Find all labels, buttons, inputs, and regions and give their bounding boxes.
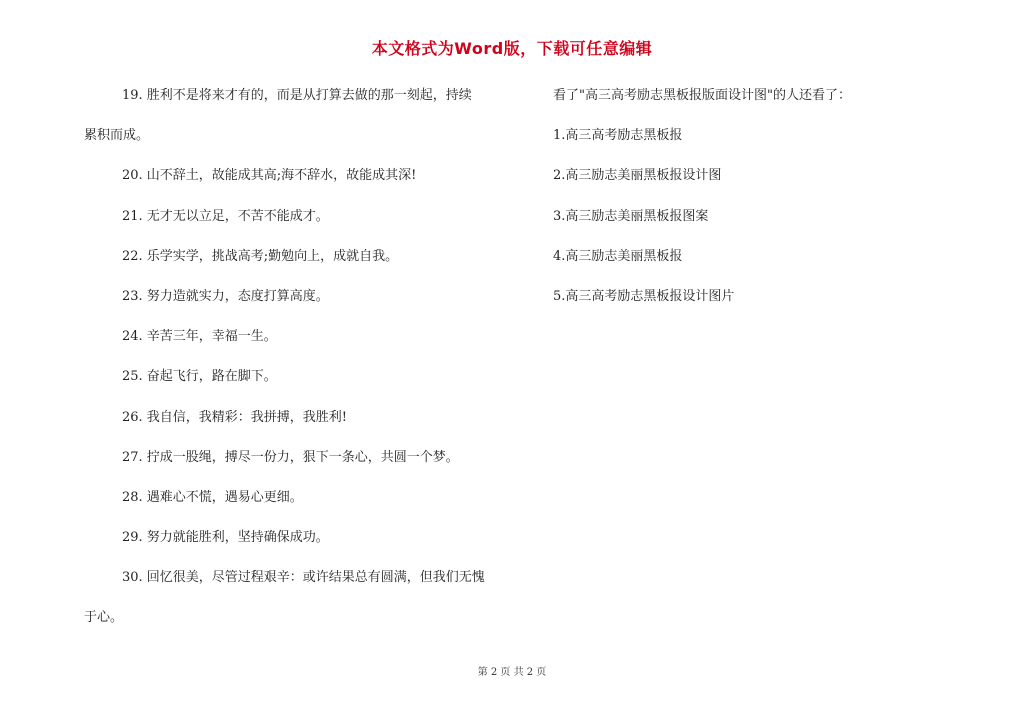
paragraph-line: 于心。: [84, 610, 124, 626]
paragraph-line: 累积而成。: [84, 128, 150, 144]
paragraph-line: 24. 辛苦三年，幸福一生。: [122, 329, 277, 345]
paragraph-line: 20. 山不辞土，故能成其高;海不辞水，故能成其深!: [122, 168, 417, 184]
related-link[interactable]: 1.高三高考励志黑板报: [553, 128, 683, 144]
paragraph-line: 23. 努力造就实力，态度打算高度。: [122, 288, 329, 304]
left-column: [84, 86, 524, 649]
right-column: [553, 86, 973, 327]
page-number-footer: 第 2 页 共 2 页: [477, 667, 547, 678]
paragraph-line: 28. 遇难心不慌，遇易心更细。: [122, 489, 303, 505]
paragraph-line: 19. 胜利不是将来才有的，而是从打算去做的那一刻起，持续: [122, 88, 472, 103]
paragraph-line: 30. 回忆很美，尽管过程艰辛：或许结果总有圆满，但我们无愧: [122, 570, 485, 586]
related-link[interactable]: 4.高三励志美丽黑板报: [553, 248, 683, 264]
paragraph-line: 22. 乐学实学，挑战高考;勤勉向上，成就自我。: [122, 248, 399, 264]
document-banner: 本文格式为Word版，下载可任意编辑: [371, 39, 653, 58]
related-link[interactable]: 3.高三励志美丽黑板报图案: [553, 208, 709, 224]
paragraph-line: 27. 拧成一股绳，搏尽一份力，狠下一条心，共圆一个梦。: [122, 449, 459, 465]
paragraph-line: 21. 无才无以立足，不苦不能成才。: [122, 208, 329, 224]
related-link[interactable]: 2.高三励志美丽黑板报设计图: [553, 168, 722, 184]
related-heading: 看了"高三高考励志黑板报版面设计图"的人还看了：: [553, 88, 851, 103]
related-link[interactable]: 5.高三高考励志黑板报设计图片: [553, 288, 735, 304]
paragraph-line: 29. 努力就能胜利，坚持确保成功。: [122, 530, 329, 546]
paragraph-line: 25. 奋起飞行，路在脚下。: [122, 369, 277, 385]
paragraph-line: 26. 我自信，我精彩：我拼搏，我胜利!: [122, 409, 348, 425]
